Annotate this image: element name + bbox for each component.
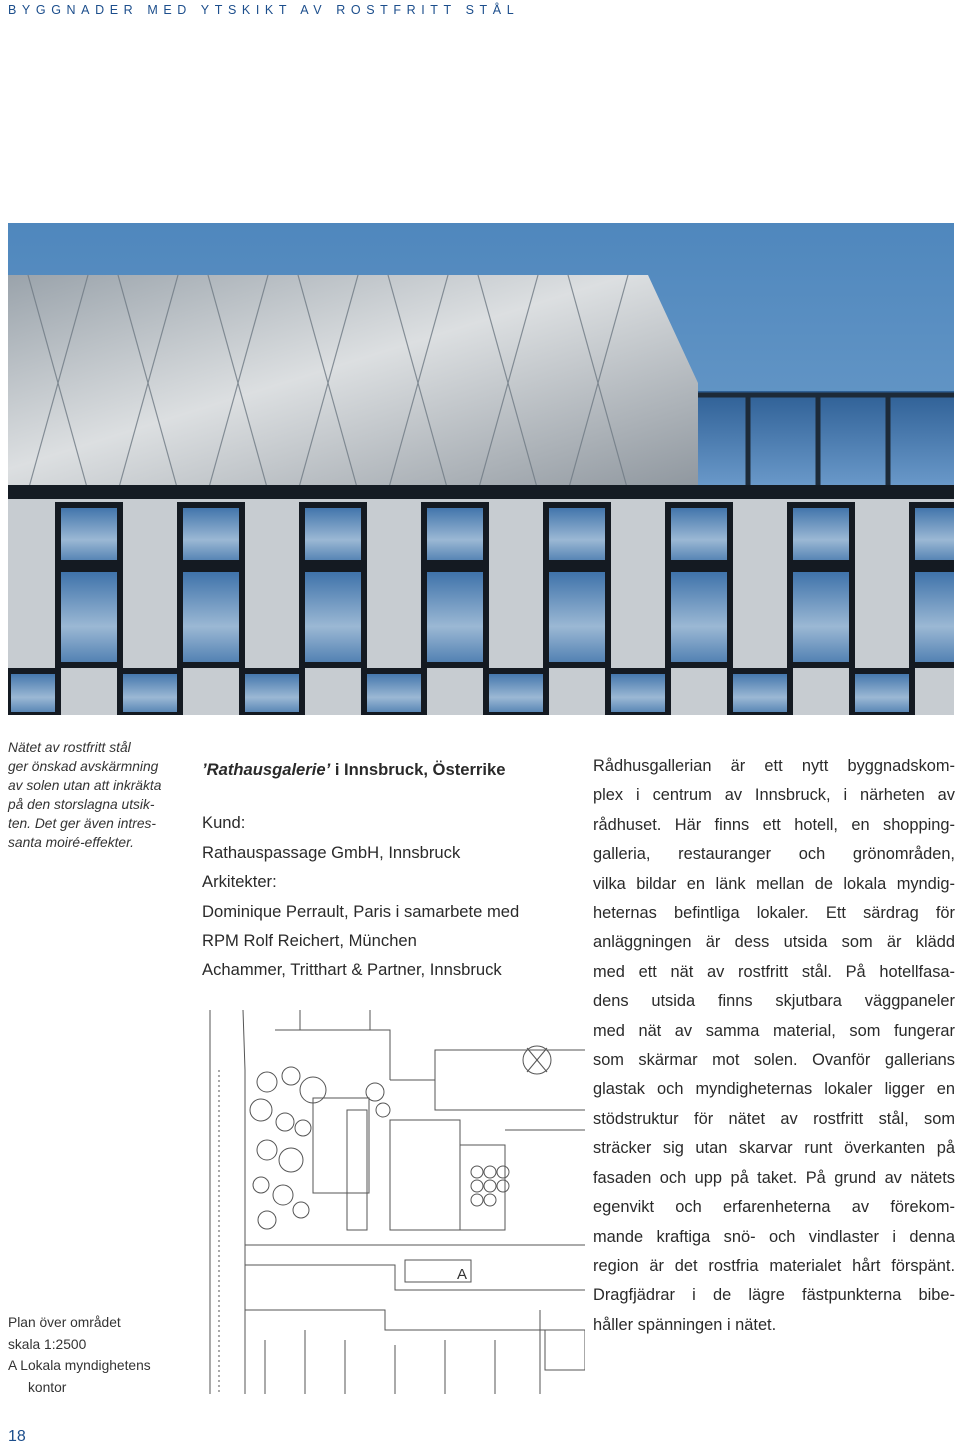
body-line: anläggningen är dess utsida som är klädd (593, 933, 955, 952)
body-line: stödstruktur för nätet av rostfritt stål, som (593, 1109, 955, 1128)
project-title (202, 755, 582, 784)
body-line: Rådhusgallerian är ett nytt byggnadskom- (593, 757, 955, 775)
site-plan-drawing (205, 1010, 585, 1394)
body-line: heternas befintliga lokaler. Ett särdrag för (593, 904, 955, 923)
body-line: region är det rostfria materialet hårt förspänt. (593, 1256, 955, 1275)
body-line: glastak och myndigheternas lokaler ligger en (593, 1080, 955, 1099)
project-line: Arkitekter: (202, 872, 277, 892)
caption-line: av solen utan att inkräkta (8, 778, 162, 793)
project-line: Kund: (202, 813, 246, 833)
body-line: med ett nät av rostfritt stål. På hotellfasa- (593, 962, 955, 981)
building-facade-photo (8, 223, 954, 715)
body-line: med nät av samma material, som fungerar (593, 1021, 955, 1040)
plan-caption-line: Plan över området (8, 1315, 121, 1330)
project-title-name: ’Rathausgalerie’ (202, 760, 331, 779)
body-line: rådhuset. Här finns ett hotell, en shopping- (593, 815, 955, 834)
body-line: plex i centrum av Innsbruck, i närheten av (593, 786, 955, 805)
body-line: vilka bildar en länk mellan de lokala myndig- (593, 874, 955, 893)
plan-caption-line: A Lokala myndighetens (8, 1358, 151, 1373)
project-line: RPM Rolf Reichert, München (202, 931, 417, 951)
body-line: Dragfjädrar i de lägre fästpunkterna bibe- (593, 1286, 955, 1305)
project-info (202, 755, 582, 985)
body-text (593, 752, 955, 1340)
body-line: sträcker sig utan skarvar runt överkanten på (593, 1139, 955, 1158)
body-line: egenvikt och erfarenheterna av förekom- (593, 1198, 955, 1217)
caption-line: ger önskad avskärmning (8, 759, 159, 774)
caption-line: santa moiré-effekter. (8, 835, 135, 850)
project-line: Dominique Perrault, Paris i samarbete med (202, 901, 520, 921)
photo-caption (8, 738, 180, 852)
plan-label-a: A (457, 1266, 468, 1283)
plan-caption-line: kontor (28, 1379, 67, 1395)
caption-line: ten. Det ger även intres- (8, 816, 157, 831)
running-header: BYGGNADER MED YTSKIKT AV ROSTFRITT STÅL (8, 3, 520, 17)
project-title-place: i Innsbruck, Österrike (330, 760, 506, 779)
body-line: håller spänningen i nätet. (593, 1315, 777, 1334)
caption-line: Nätet av rostfritt stål (8, 740, 131, 755)
body-line: dens utsida finns skjutbara väggpaneler (593, 992, 955, 1011)
project-line: Achammer, Tritthart & Partner, Innsbruck (202, 960, 502, 980)
plan-caption (8, 1312, 198, 1398)
plan-caption-line: skala 1:2500 (8, 1336, 87, 1352)
body-line: mande kraftiga snö- och vindlaster i denna (593, 1227, 955, 1246)
page-number: 18 (8, 1428, 26, 1445)
body-line: fasaden och upp på taket. På grund av nätets (593, 1168, 955, 1187)
body-line: som skärmar mot solen. Ovanför gallerians (593, 1051, 955, 1070)
caption-line: på den storslagna utsik- (8, 797, 155, 812)
project-line: Rathauspassage GmbH, Innsbruck (202, 842, 461, 862)
body-line: galleria, restauranger och grönområden, (593, 845, 955, 864)
